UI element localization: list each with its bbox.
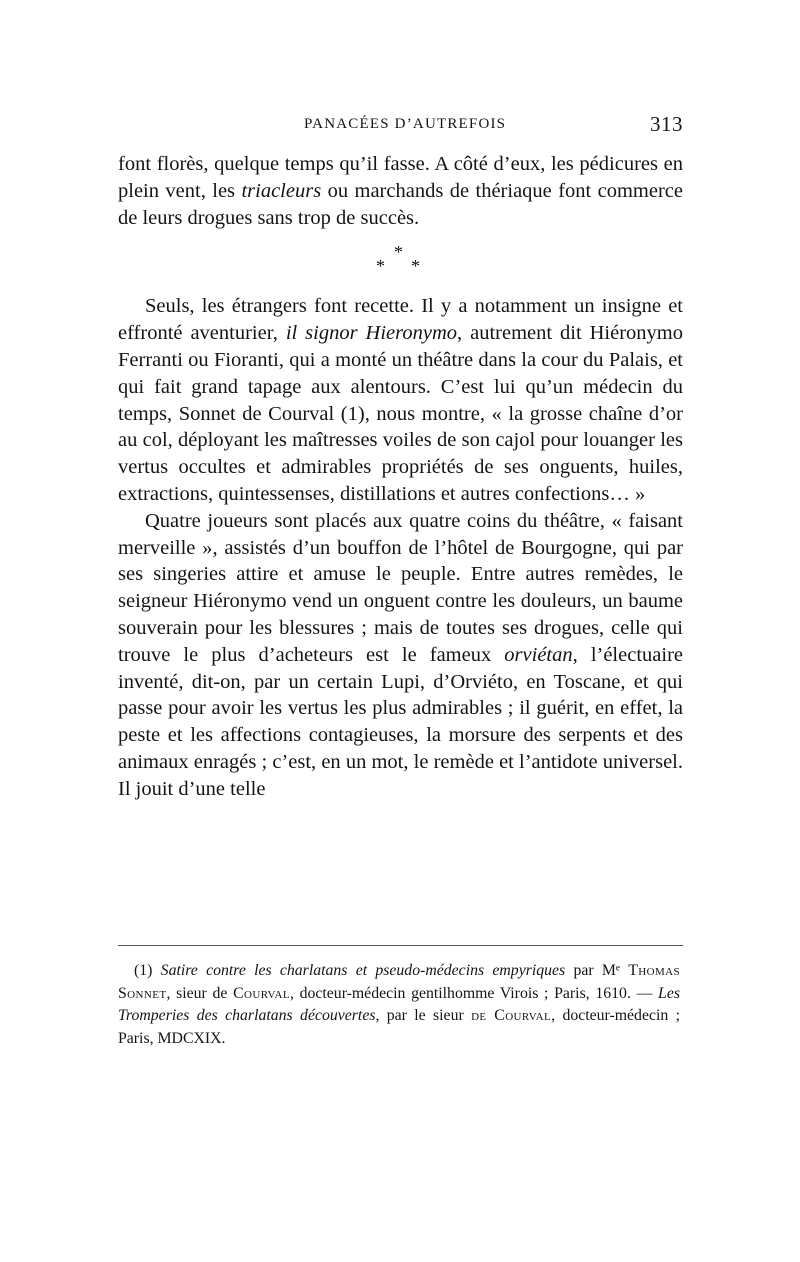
paragraph-1-text-a: font florès, quelque temps qu’il fasse. A côté d’eux, les pédicures en plein vent, les — [118, 153, 683, 202]
paragraph-1-text-b: ou marchands de thériaque font commerce de leurs drogues sans trop de succès. — [118, 179, 683, 229]
footnote-marker: (1) — [134, 962, 161, 979]
footnote-place-name-2: de Courval — [471, 1007, 552, 1024]
footnote-title-1: Satire contre les charlatans et pseudo-médecins empyriques — [160, 962, 566, 979]
asterisk: * — [411, 256, 420, 277]
asterisk: * — [394, 242, 403, 263]
footnote-text-part: par Mᵉ — [565, 962, 629, 979]
paragraph-2-text-a: Seuls, les étrangers font recette. Il y a notamment un insigne et effronté aventurier, — [118, 295, 683, 345]
section-break-asterism — [118, 231, 683, 293]
paragraph-3-text-a: Quatre joueurs sont placés aux quatre coins du théâtre, « faisant merveille », assistés d’un bouffon de l’hôtel de Bourgogne, qui par ses singeries attire et amuse le peuple. Entre autres remèdes, le seigneur Hiéronymo vend un onguent contre les douleurs, un baume souverain pour les blessures ; mais de toutes ses drogues, celle qui trouve le plus d’acheteurs est le fameux — [118, 509, 683, 666]
footnote-text-part: , par le sieur — [375, 1007, 472, 1024]
book-page — [118, 0, 683, 1262]
footnote-place-name: Courval — [233, 984, 290, 1002]
footnote-text-part: , docteur-médecin gentilhomme Virois ; Paris, 1610. — — [289, 984, 659, 1002]
footnote-text-part: , sieur de — [166, 984, 234, 1002]
paragraph-1-italic: triacleurs — [241, 179, 322, 202]
running-title: PANACÉES D’AUTREFOIS — [304, 116, 507, 132]
footnote — [118, 960, 680, 1050]
asterisk: * — [376, 256, 385, 277]
paragraph-2 — [118, 293, 683, 507]
running-head — [118, 112, 683, 140]
body-text — [118, 151, 683, 803]
paragraph-2-italic: il signor Hieronymo — [285, 322, 458, 345]
paragraph-3 — [118, 508, 683, 803]
paragraph-2-text-b: , autrement dit Hiéronymo Ferranti ou Fioranti, qui a monté un théâtre dans la cour du Palais, et qui fait grand tapage aux alentours. C’est lui qu’un médecin du temps, Sonnet de Courval (1), nous montre, « la grosse chaîne d’or au col, déployant les maîtresses voiles de son cajol pour louanger les vertus occultes et admirables propriétés de ses onguents, huiles, extractions, quintessenses, distillations et autres confections… » — [118, 322, 683, 505]
footnote-rule — [118, 945, 683, 946]
paragraph-3-italic: orviétan — [504, 643, 573, 666]
page-number: 313 — [650, 112, 683, 136]
footnote-author-name: Thomas Sonnet — [118, 962, 680, 1002]
footnote-title-2: Les Tromperies des charlatans découvertes — [118, 984, 680, 1024]
footnote-text-part: , docteur-médecin ; Paris, MDCXIX. — [118, 1007, 680, 1047]
footnote-text — [118, 960, 680, 1050]
paragraph-1 — [118, 151, 683, 231]
paragraph-3-text-b: , l’électuaire inventé, dit-on, par un certain Lupi, d’Orviéto, en Toscane, et qui passe pour avoir les vertus les plus admirables ; il guérit, en effet, la peste et les affections contagieuses, la morsure des serpents et des animaux enragés ; c’est, en un mot, le remède et l’antidote universel. Il jouit d’une telle — [118, 643, 683, 800]
